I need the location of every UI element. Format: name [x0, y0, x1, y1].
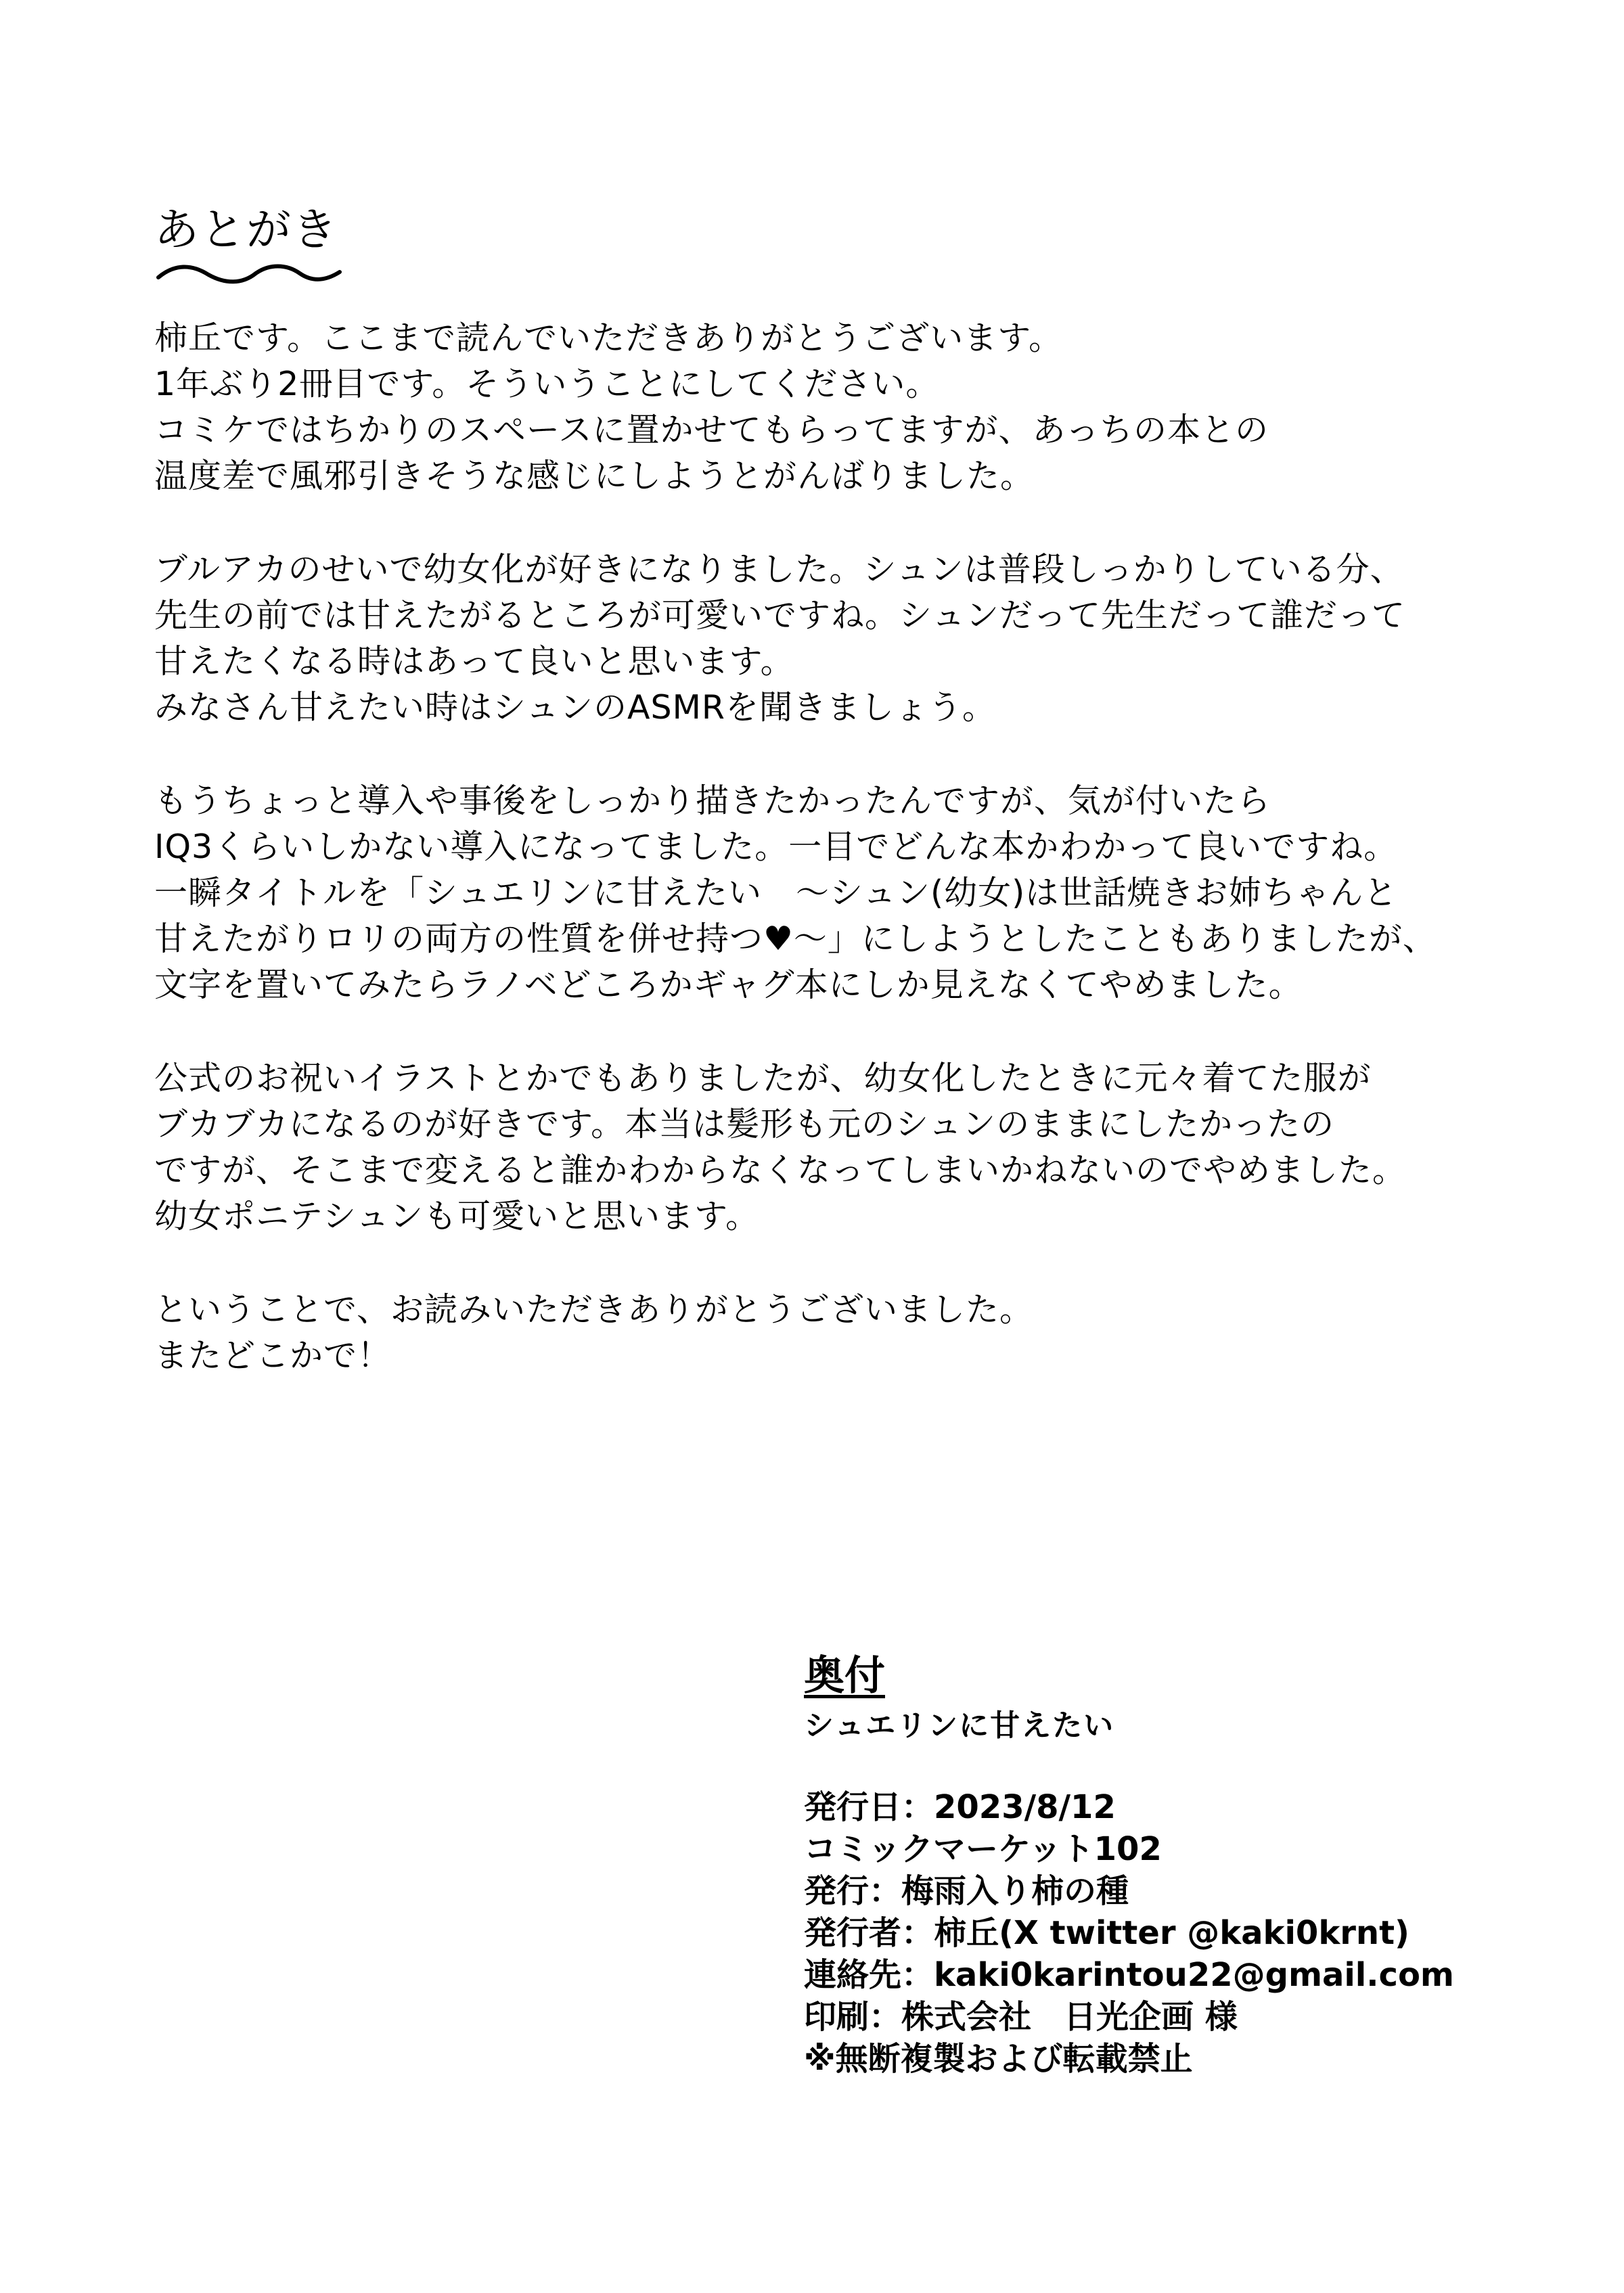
paragraph-line: ですが、そこまで変えると誰かわからなくなってしまいかねないのでやめました。: [154, 1151, 1407, 1189]
paragraph-line: もうちょっと導入や事後をしっかり描きたかったんですが、気が付いたら: [154, 781, 1271, 820]
afterword-paragraph-1: [154, 315, 1548, 499]
paragraph-line: 一瞬タイトルを「シュエリンに甘えたい ～シュン(幼女)は世話焼きお姉ちゃんと: [154, 873, 1398, 912]
paragraph-line: 先生の前では甘えたがるところが可愛いですね。シュンだって先生だって誰だって: [154, 596, 1406, 635]
afterword-paragraph-5: [154, 1287, 1548, 1379]
paragraph-line: みなさん甘えたい時はシュンのASMRを聞きましょう。: [154, 688, 996, 727]
paragraph-line: 文字を置いてみたらラノベどころかギャグ本にしか見えなくてやめました。: [154, 966, 1303, 1004]
contact: 連絡先：kaki0karintou22@gmail.com: [804, 1956, 1454, 1994]
publication-date: 発行日：2023/8/12: [804, 1788, 1116, 1826]
event-name: コミックマーケット102: [804, 1830, 1162, 1868]
paragraph-line: 温度差で風邪引きそうな感じにしようとがんばりました。: [154, 457, 1035, 495]
afterword-section: [154, 203, 1548, 1426]
afterword-paragraph-3: [154, 778, 1548, 1008]
paragraph-line: 柿丘です。ここまで読んでいただきありがとうございます。: [154, 319, 1063, 357]
book-title: シュエリンに甘えたい: [804, 1708, 1115, 1743]
paragraph-line: 1年ぶり2冊目です。そういうことにしてください。: [154, 365, 940, 403]
paragraph-line: 幼女ポニテシュンも可愛いと思います。: [154, 1197, 760, 1235]
afterword-paragraph-2: [154, 547, 1548, 731]
paragraph-line: 甘えたがりロリの両方の性質を併せ持つ♥～」にしようとしたこともありましたが、: [154, 920, 1437, 958]
paragraph-line: 公式のお祝いイラストとかでもありましたが、幼女化したときに元々着てた服が: [154, 1059, 1372, 1097]
paragraph-line: 甘えたくなる時はあって良いと思います。: [154, 642, 794, 681]
colophon-section: [804, 1651, 1582, 2080]
paragraph-line: ということで、お読みいただきありがとうございました。: [154, 1290, 1034, 1329]
afterword-paragraph-4: [154, 1055, 1548, 1240]
printer: 印刷：株式会社 日光企画 様: [804, 1998, 1238, 2036]
paragraph-line: コミケではちかりのスペースに置かせてもらってますが、あっちの本との: [154, 411, 1269, 449]
colophon-title: 奥付: [804, 1652, 885, 1700]
copyright-notice: ※無断複製および転載禁止: [804, 2040, 1193, 2078]
squiggle-decoration: [154, 260, 344, 287]
paragraph-line: ブカブカになるのが好きです。本当は髪形も元のシュンのままにしたかったの: [154, 1105, 1335, 1143]
paragraph-line: IQ3くらいしかない導入になってました。一目でどんな本かわかって良いですね。: [154, 827, 1398, 866]
publisher: 発行：梅雨入り柿の種: [804, 1872, 1129, 1910]
author: 発行者：柿丘(X twitter @kaki0krnt): [804, 1914, 1409, 1952]
paragraph-line: ブルアカのせいで幼女化が好きになりました。シュンは普段しっかりしている分、: [154, 550, 1404, 589]
afterword-title: あとがき: [154, 204, 338, 256]
paragraph-line: またどこかで！: [154, 1336, 392, 1375]
